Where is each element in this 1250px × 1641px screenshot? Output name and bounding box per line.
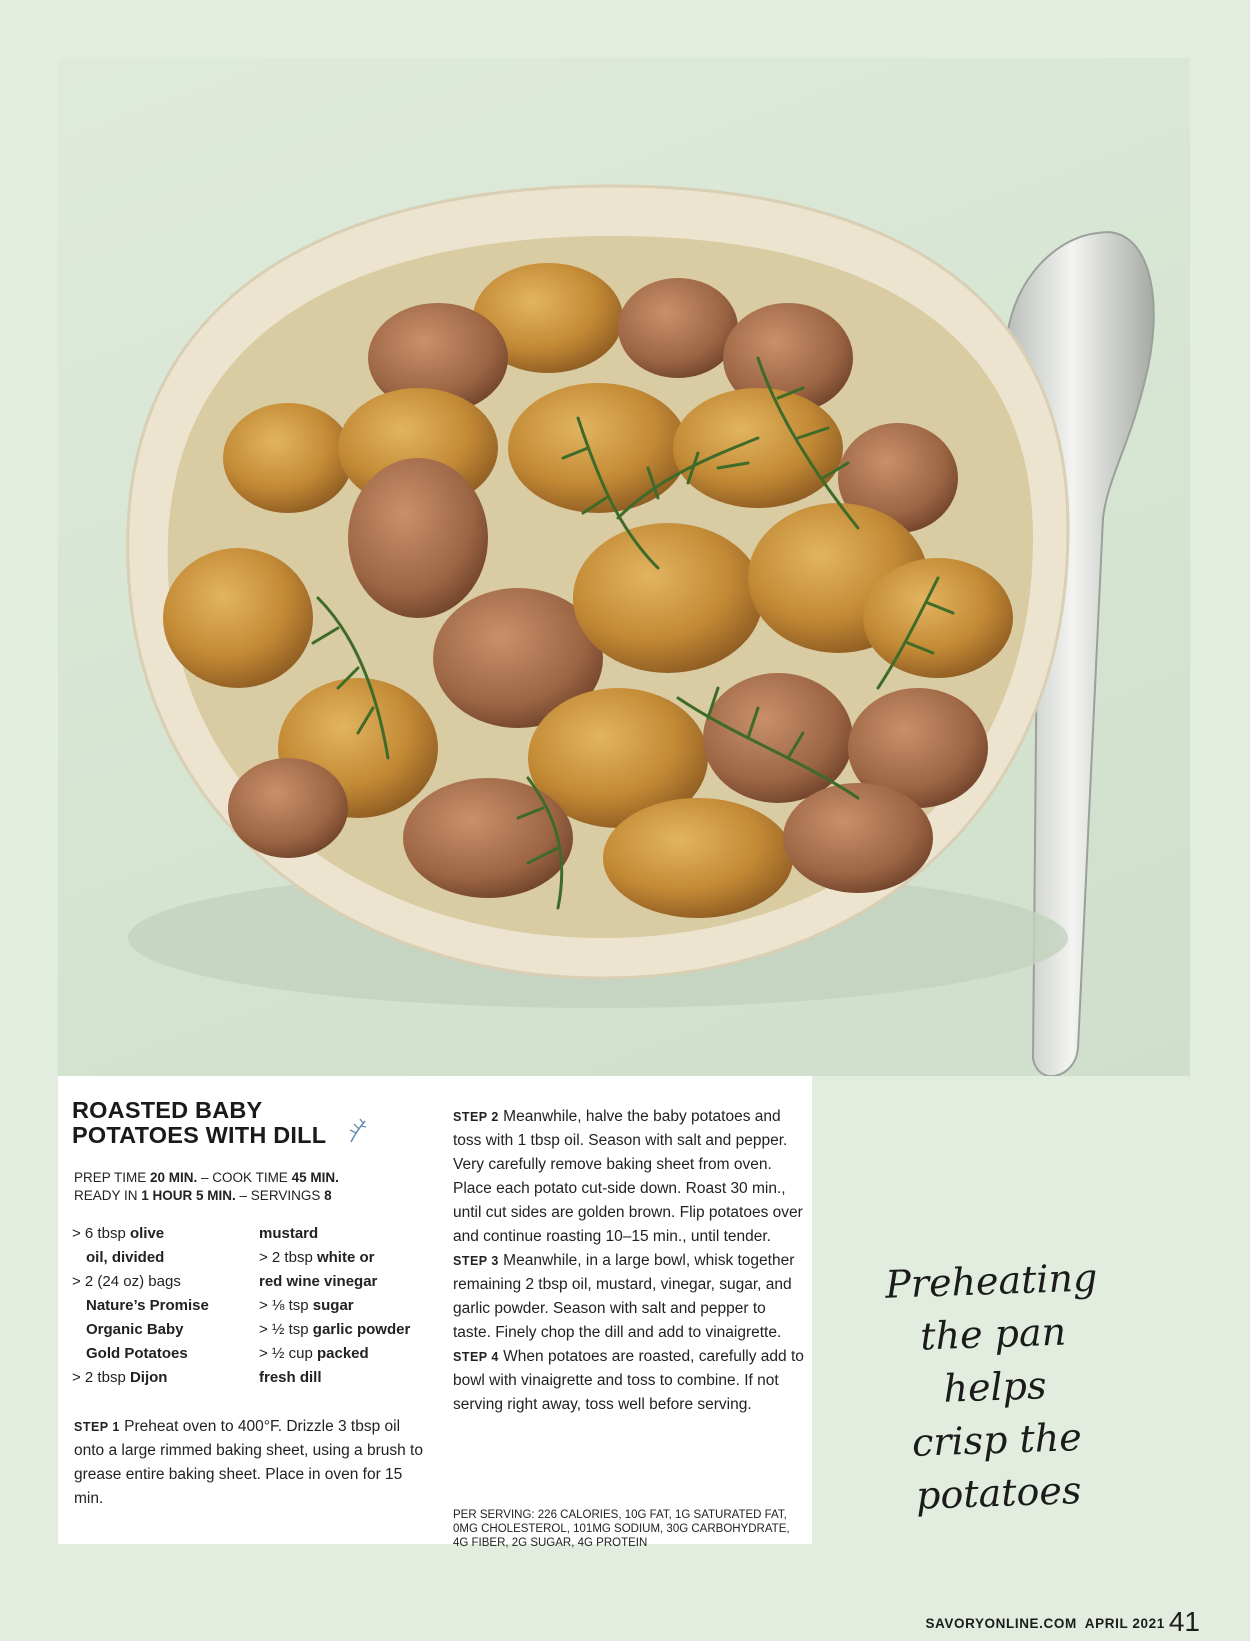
recipe-meta	[74, 1169, 414, 1205]
step-body: Meanwhile, in a large bowl, whisk together remaining 2 tbsp oil, mustard, vinegar, sugar, and garlic powder. Season with salt and pepper to taste. Finely chop the dill and add to vinaigrette.	[453, 1252, 795, 1341]
step-label: STEP 2	[453, 1110, 499, 1124]
recipe-title-line-1: ROASTED BABY	[72, 1097, 263, 1123]
ingredient-name: olive	[129, 1225, 165, 1242]
ingredient-name: Nature’s Promise	[86, 1297, 209, 1314]
ingredient-qty: > 2 tbsp	[259, 1249, 317, 1266]
ingredient-name: packed	[316, 1345, 369, 1362]
ingredient-name-cont: red wine vinegar	[259, 1273, 378, 1290]
ready-servings	[74, 1187, 414, 1205]
ingredient-name-cont: oil, divided	[86, 1249, 165, 1266]
ingredient-name: white or	[316, 1249, 375, 1266]
step-3	[453, 1249, 805, 1345]
food-photo	[58, 58, 1190, 1076]
note-line: potatoes	[915, 1468, 1083, 1518]
handwritten-note	[870, 1251, 1119, 1524]
step-body: Preheat oven to 400°F. Drizzle 3 tbsp oil onto a large rimmed baking sheet, using a brush to grease entire baking sheet. Place in oven for 15 min.	[74, 1418, 423, 1507]
cook-time-label: – COOK TIME	[197, 1170, 292, 1185]
ingredient-dijon	[72, 1366, 244, 1390]
ingredients-column-1	[72, 1222, 244, 1390]
note-line: Preheating	[884, 1255, 1099, 1307]
ingredients-column-2	[259, 1222, 459, 1390]
nutrition-info: PER SERVING: 226 CALORIES, 10G FAT, 1G SATURATED FAT, 0MG CHOLESTEROL, 101MG SODIUM, 30G CARBOHYDRATE, 4G FIBER, 2G SUGAR, 4G PROTEIN	[453, 1509, 790, 1549]
ingredient-dill-cont	[259, 1366, 459, 1390]
ingredient-qty: > ½ tsp	[259, 1321, 313, 1338]
ingredient-mustard	[259, 1222, 459, 1246]
ingredient-vinegar	[259, 1246, 459, 1270]
note-line: crisp the	[911, 1415, 1083, 1465]
step-body: Meanwhile, halve the baby potatoes and toss with 1 tbsp oil. Season with salt and pepper. Very carefully remove baking sheet from oven. Place each potato cut-side down. Roast 30 min., until cut sides are golden brown. Flip potatoes over and continue roasting 10–15 min., until tender.	[453, 1108, 803, 1245]
step-2	[453, 1105, 805, 1249]
step-label: STEP 1	[74, 1420, 120, 1434]
ingredient-name: sugar	[312, 1297, 354, 1314]
ingredient-name-cont: Organic Baby	[86, 1321, 184, 1338]
ingredient-name-cont: fresh dill	[259, 1369, 322, 1386]
ingredient-garlic-powder	[259, 1318, 459, 1342]
ingredient-olive-oil	[72, 1222, 244, 1270]
ingredient-qty: > ⅛ tsp	[259, 1297, 313, 1314]
ingredient-name-cont: Gold Potatoes	[86, 1345, 188, 1362]
ingredient-qty: > ½ cup	[259, 1345, 317, 1362]
ingredient-name: garlic powder	[312, 1321, 411, 1338]
step-label: STEP 4	[453, 1350, 499, 1364]
footer-issue: APRIL 2021	[1084, 1616, 1165, 1631]
ingredient-dill	[259, 1342, 459, 1366]
page-footer	[910, 1606, 1200, 1636]
ingredient-qty: > 2 tbsp	[72, 1369, 130, 1386]
step-label: STEP 3	[453, 1254, 499, 1268]
ready-label: READY IN	[74, 1188, 142, 1203]
recipe-title-line-2: POTATOES WITH DILL	[72, 1122, 327, 1148]
cook-time-value: 45 MIN.	[291, 1170, 339, 1185]
ingredient-vinegar-cont	[259, 1270, 459, 1294]
ingredient-name: Dijon	[129, 1369, 168, 1386]
prep-cook-time	[74, 1169, 414, 1187]
step-body: When potatoes are roasted, carefully add to bowl with vinaigrette and toss to combine. If not serving right away, toss well before serving.	[453, 1348, 804, 1413]
ready-value: 1 HOUR 5 MIN.	[141, 1188, 236, 1203]
step-1	[74, 1415, 434, 1511]
note-line: the pan helps	[919, 1309, 1067, 1411]
page-number: 41	[1168, 1606, 1200, 1637]
prep-time-value: 20 MIN.	[150, 1170, 198, 1185]
step-4	[453, 1345, 805, 1417]
ingredient-qty: > 2 (24 oz) bags	[72, 1273, 181, 1290]
steps-column	[453, 1105, 805, 1417]
bowl-of-potatoes-illustration	[58, 58, 1190, 1076]
ingredient-potatoes	[72, 1270, 244, 1366]
servings-value: 8	[324, 1188, 332, 1203]
footer-site-link[interactable]: SAVORYONLINE.COM	[925, 1616, 1077, 1631]
ingredient-name: mustard	[259, 1225, 319, 1242]
ingredient-sugar	[259, 1294, 459, 1318]
servings-label: – SERVINGS	[235, 1188, 325, 1203]
ingredient-qty: > 6 tbsp	[72, 1225, 130, 1242]
prep-time-label: PREP TIME	[74, 1170, 151, 1185]
dill-sprig-icon	[347, 1118, 369, 1144]
